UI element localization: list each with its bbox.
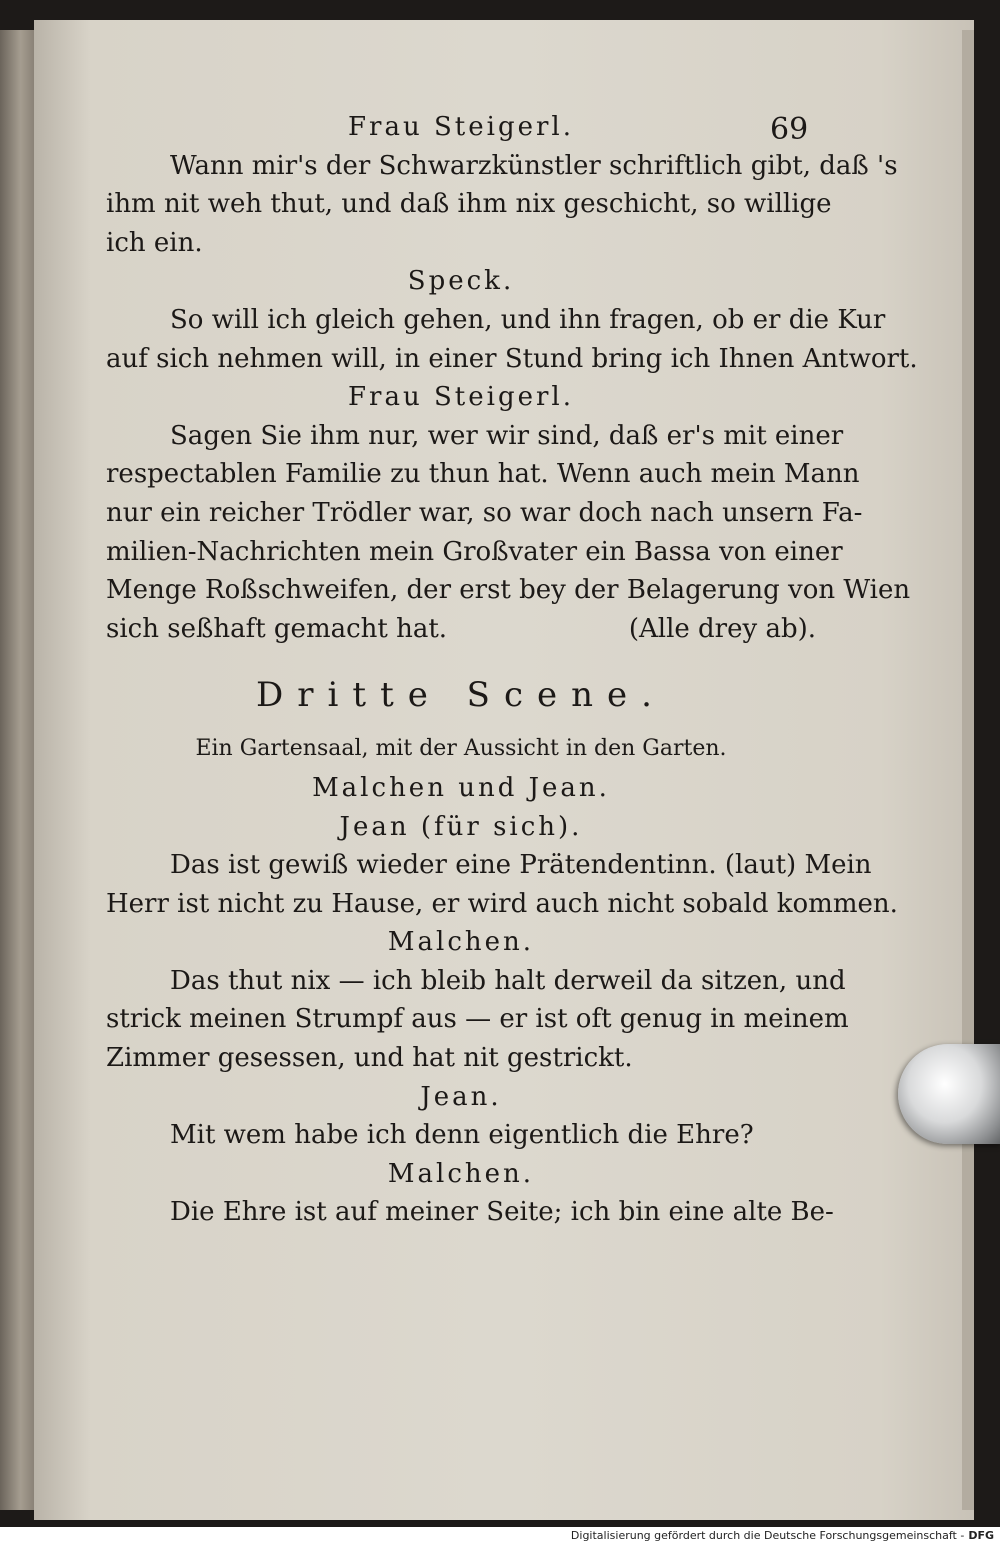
scene-stage-direction: Ein Gartensaal, mit der Aussicht in den Garten. (195, 736, 727, 762)
text-line: respectablen Familie zu thun hat. Wenn auch mein Mann (106, 459, 860, 490)
text-line: Sagen Sie ihm nur, wer wir sind, daß er's mit einer (170, 420, 844, 451)
text-line-exit (106, 610, 816, 649)
speaker-name: Malchen. (387, 927, 535, 958)
text-line: Das ist gewiß wieder eine Prätendentinn. (laut) Mein (170, 850, 872, 881)
text-line: Die Ehre ist auf meiner Seite; ich bin eine alte Be- (170, 1197, 834, 1228)
scene-heading: Dritte Scene. (256, 675, 666, 716)
text-line: Mit wem habe ich denn eigentlich die Ehre? (170, 1120, 754, 1151)
exit-stage-direction: (Alle drey ab). (628, 613, 816, 644)
text-line: Das thut nix — ich bleib halt derweil da sitzen, und (170, 965, 846, 996)
text-line: ich ein. (106, 227, 203, 258)
page-number: 69 (770, 112, 809, 147)
exit-line-text: sich seßhaft gemacht hat. (106, 613, 448, 644)
speaker-name: Speck. (407, 266, 515, 297)
text-line: So will ich gleich gehen, und ihn fragen, ob er die Kur (170, 304, 886, 335)
text-line: auf sich nehmen will, in einer Stund bring ich Ihnen Antwort. (106, 343, 918, 374)
speaker-name: Jean (für sich). (339, 811, 583, 842)
text-line: Herr ist nicht zu Hause, er wird auch nicht sobald kommen. (106, 888, 898, 919)
dfg-logo: DFG (968, 1529, 994, 1542)
dialogue-block-2 (106, 769, 898, 1232)
text-line: Zimmer gesessen, und hat nit gestrickt. (106, 1043, 633, 1074)
text-line: Wann mir's der Schwarzkünstler schriftlich gibt, daß 's (170, 150, 898, 181)
speaker-name: Frau Steigerl. (348, 382, 574, 413)
previous-page-edge (0, 30, 34, 1510)
digitization-footer (0, 1527, 1000, 1545)
footer-credit: Digitalisierung gefördert durch die Deutsche Forschungsgemeinschaft - (570, 1529, 965, 1542)
speaker-name: Frau Steigerl. (348, 112, 574, 142)
text-line: strick meinen Strumpf aus — er ist oft genug in meinem (106, 1004, 849, 1035)
page-stack-edge (962, 30, 974, 1510)
text-line: ihm nit weh thut, und daß ihm nix geschicht, so willige (106, 189, 832, 220)
page-holder-clip (898, 1044, 1000, 1144)
speaker-name: Malchen und Jean. (312, 772, 610, 803)
text-line: milien-Nachrichten mein Großvater ein Bassa von einer (106, 536, 843, 567)
text-line: Menge Roßschweifen, der erst bey der Belagerung von Wien (106, 575, 911, 606)
dialogue-block-1 (106, 108, 918, 610)
page-text (106, 108, 918, 1232)
text-line: nur ein reicher Trödler war, so war doch nach unsern Fa- (106, 497, 863, 528)
speaker-name: Malchen. (387, 1158, 535, 1189)
speaker-name: Jean. (420, 1081, 502, 1112)
